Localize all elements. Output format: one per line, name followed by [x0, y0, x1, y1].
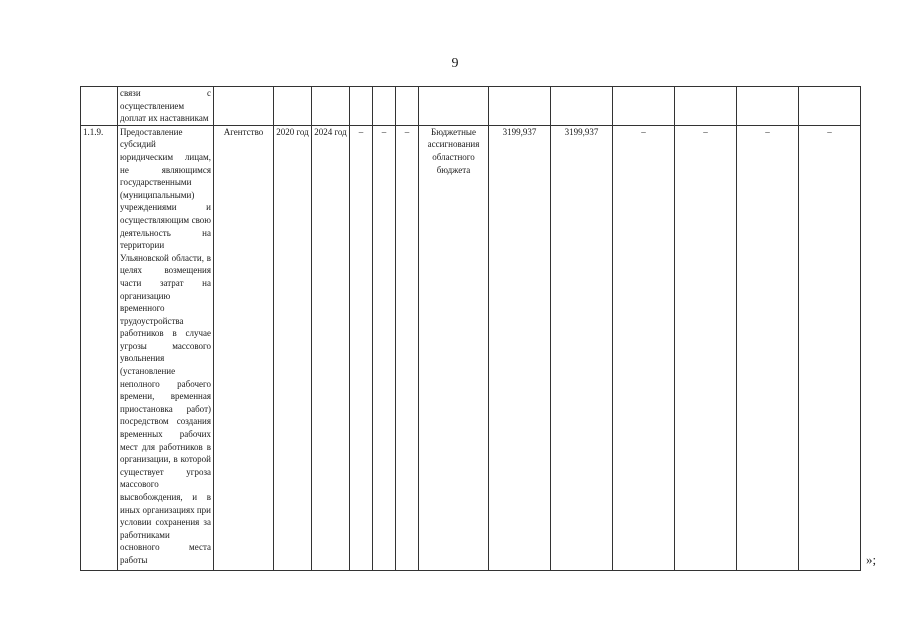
cell-total: 3199,937 [489, 125, 551, 570]
cell-amount-3: – [675, 125, 737, 570]
cell-description: Предоставление субсидий юридическим лицам, не являющимся государственными (муниципальными) учреждениями и осуществляющим свою деятельность на территории Ульяновской области, в целях возмещения части затрат на организацию временного трудоустройства работников в случае угрозы массового увольнения (установление неполного рабочего времени, временная приостановка работ) посредством создания временных рабочих мест для работников в организации, в которой существует угроза массового высвобождения, и в иных организациях при условии сохранения за работниками основного места работы [118, 125, 214, 570]
cell-number: 1.1.9. [81, 125, 118, 570]
cell-end-year: 2024 год [312, 125, 350, 570]
cell-amount-5: – [799, 125, 861, 570]
table-row-continued [81, 87, 861, 126]
cell-start-year: 2020 год [274, 125, 312, 570]
table-row-main [81, 125, 861, 570]
program-table [80, 86, 861, 571]
cell-amount-4: – [737, 125, 799, 570]
cell-number [81, 87, 118, 126]
cell-description: связи с осуществлением доплат их наставникам [118, 87, 214, 126]
cell-dash-1: – [350, 125, 373, 570]
cell-source: Бюджетные ассигнования областного бюджета [419, 125, 489, 570]
cell-dash-3: – [396, 125, 419, 570]
cell-amount-2: – [613, 125, 675, 570]
cell-amount-1: 3199,937 [551, 125, 613, 570]
cell-dash-2: – [373, 125, 396, 570]
closing-mark: »; [866, 552, 877, 567]
page-number: 9 [451, 56, 459, 71]
cell-executor: Агентство [214, 125, 274, 570]
